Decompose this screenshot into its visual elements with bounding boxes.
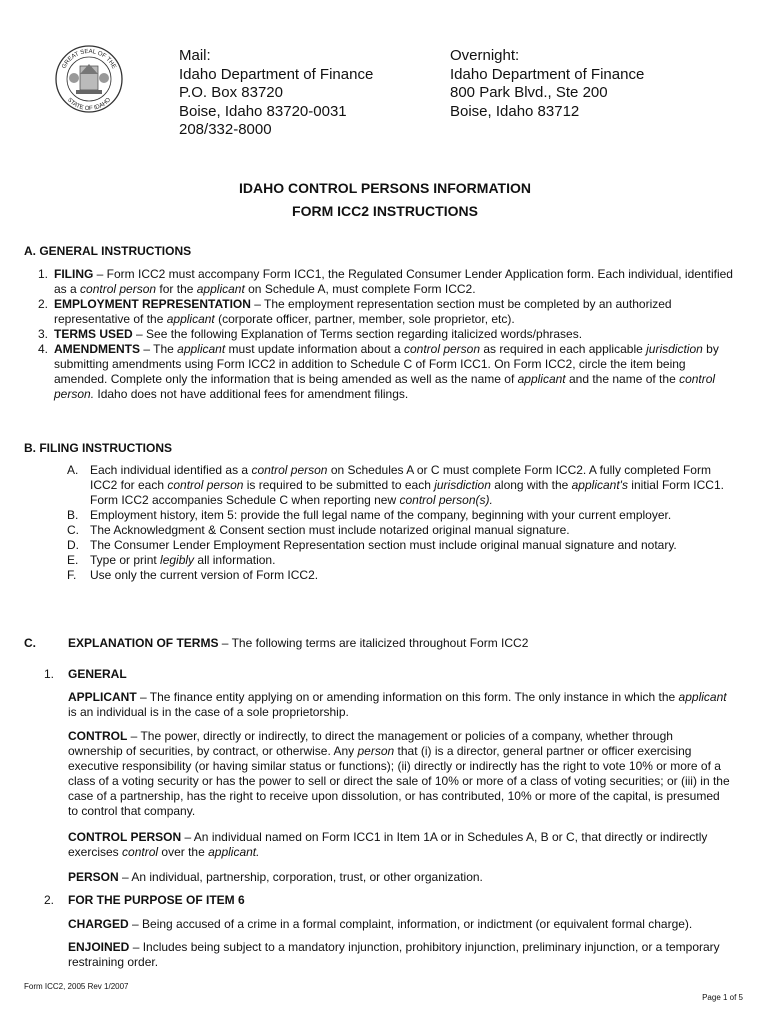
subsection-title: GENERAL <box>68 667 127 681</box>
item-letter: D. <box>67 538 79 552</box>
item-text: all information. <box>194 553 276 567</box>
section-a-heading: A. GENERAL INSTRUCTIONS <box>24 244 192 258</box>
overnight-line: Idaho Department of Finance <box>450 65 645 83</box>
italic-term: applicant <box>196 282 245 296</box>
item-number: 3. <box>37 327 48 341</box>
overnight-line: 800 Park Blvd., Ste 200 <box>450 84 608 101</box>
mail-phone: 208/332-8000 <box>179 121 272 138</box>
italic-term: applicant <box>177 342 226 356</box>
overnight-line: Boise, Idaho 83712 <box>450 102 580 120</box>
term-heading: APPLICANT <box>68 690 137 704</box>
mail-address-block <box>179 47 373 140</box>
italic-term: control person. <box>54 372 716 401</box>
mail-line: Idaho Department of Finance <box>179 65 374 83</box>
item-text: Idaho does not have additional fees for amendment filings. <box>94 387 409 401</box>
item-text: – Form ICC2 must accompany Form ICC1, the Regulated Consumer Lender Application form. Each individual, identified as a <box>54 267 733 296</box>
item-text: on Schedule A, must complete Form ICC2. <box>244 282 476 296</box>
subsection-title: FOR THE PURPOSE OF ITEM 6 <box>68 893 245 907</box>
item-text: The Consumer Lender Employment Representation section must include original manual signature and notary. <box>90 538 677 552</box>
item-letter: C. <box>67 523 79 537</box>
item-number: 4. <box>37 342 48 356</box>
seal-lettering-bottom: STATE OF IDAHO <box>65 97 113 113</box>
list-item <box>67 553 727 568</box>
list-item <box>67 463 727 508</box>
item-text: is required to be submitted to each <box>243 478 435 492</box>
item-letter: A. <box>67 463 79 477</box>
list-item <box>67 538 727 553</box>
italic-term: applicant <box>166 312 215 326</box>
italic-term: jurisdiction <box>434 478 491 492</box>
item-text: initial Form ICC1. Form ICC2 accompanies Schedule C when reporting new <box>90 478 724 507</box>
term-charged <box>68 917 738 932</box>
subsection-heading <box>68 667 127 682</box>
item-text: for the <box>156 282 197 296</box>
term-text: – The power, directly or indirectly, to direct the management or policies of a company, whether through ownership of securities, by contract, or otherwise. Any <box>68 729 673 758</box>
item-heading: AMENDMENTS <box>54 342 140 356</box>
italic-term: control person <box>167 478 244 492</box>
item-text: and the name of the <box>565 372 680 386</box>
italic-term: control person <box>251 463 328 477</box>
list-item <box>24 327 740 342</box>
section-heading: EXPLANATION OF TERMS <box>68 636 219 650</box>
item-letter: F. <box>67 568 77 582</box>
section-b-list <box>67 463 727 583</box>
term-text: that (i) is a director, general partner or officer exercising executive responsibility (or having similar status or functions); (ii) directly or indirectly has the right to vote 10% or more of a class of a voting security or has the power to sell or direct the sale of 10% or more of a class of voting securities; or (iii) in the case of a partnership, has the right to receive upon dissolution, or has contributed, 10% or more of the capital, is presumed to control that company. <box>68 744 730 818</box>
form-revision: Form ICC2, 2005 Rev 1/2007 <box>24 982 129 991</box>
italic-term: control person <box>403 342 481 356</box>
section-c-heading <box>68 636 728 651</box>
item-letter: B. <box>67 508 79 522</box>
overnight-address-block <box>450 47 644 121</box>
item-heading: EMPLOYMENT REPRESENTATION <box>54 297 251 311</box>
term-heading: CONTROL <box>68 729 128 743</box>
overnight-label: Overnight: <box>450 47 520 64</box>
item-text: as required in each applicable <box>480 342 647 356</box>
term-heading: ENJOINED <box>68 940 130 954</box>
term-text: – An individual named on Form ICC1 in Item 1A or in Schedules A, B or C, that directly or indirectly exercises <box>68 830 708 859</box>
item-text: by submitting amendments using Form ICC2 in addition to Schedule C of Form ICC1. On Form ICC2, circle the item being amended. Complete only the information that is being amended as well as the name of <box>54 342 719 386</box>
term-heading: CHARGED <box>68 917 129 931</box>
italic-term: jurisdiction <box>646 342 703 356</box>
seal-lettering-top: GREAT SEAL OF THE <box>61 48 117 70</box>
item-text: along with the <box>490 478 572 492</box>
section-a-list <box>24 267 740 402</box>
svg-text:STATE OF IDAHO <box>66 97 112 112</box>
italic-term: applicant <box>678 690 727 704</box>
item-text: on Schedules A or C must complete Form ICC2. A fully completed Form ICC2 for each <box>90 463 711 492</box>
item-text: Use only the current version of Form ICC2. <box>90 568 319 582</box>
mail-line: P.O. Box 83720 <box>179 84 283 101</box>
item-text: – The employment representation section must be completed by an authorized representative of the <box>54 297 672 326</box>
page-number: Page 1 of 5 <box>702 993 743 1002</box>
term-text: is an individual is in the case of a sole proprietorship. <box>68 705 349 719</box>
italic-term: applicant. <box>208 845 260 859</box>
page-subtitle: FORM ICC2 INSTRUCTIONS <box>292 203 478 219</box>
term-text: – Being accused of a crime in a formal complaint, information, or indictment (or equivalent formal charge). <box>128 917 693 931</box>
item-text: The Acknowledgment & Consent section must include notarized original manual signature. <box>90 523 570 537</box>
term-heading: CONTROL PERSON <box>68 830 182 844</box>
item-text: – See the following Explanation of Terms section regarding italicized words/phrases. <box>132 327 583 341</box>
term-control <box>68 729 730 819</box>
item-text: must update information about a <box>225 342 404 356</box>
item-number: 1. <box>37 267 48 281</box>
mail-label: Mail: <box>179 47 211 64</box>
item-text: Each individual identified as a <box>90 463 252 477</box>
mail-line: Boise, Idaho 83720-0031 <box>179 102 347 120</box>
page-title: IDAHO CONTROL PERSONS INFORMATION <box>239 180 531 196</box>
subsection-heading <box>68 893 245 908</box>
item-number: 2. <box>37 297 48 311</box>
term-text: over the <box>158 845 209 859</box>
item-heading: FILING <box>54 267 94 281</box>
italic-term: applicant <box>517 372 566 386</box>
subsection-number: 1. <box>44 667 55 681</box>
term-applicant <box>68 690 728 720</box>
term-control-person <box>68 830 728 860</box>
item-text: Type or print <box>90 553 161 567</box>
term-text: – An individual, partnership, corporation, trust, or other organization. <box>118 870 483 884</box>
term-text: – The finance entity applying on or amending information on this form. The only instance in which the <box>136 690 679 704</box>
section-b-heading: B. FILING INSTRUCTIONS <box>24 441 172 455</box>
item-text: – The <box>140 342 178 356</box>
term-person <box>68 870 728 885</box>
state-seal-icon <box>54 44 124 114</box>
item-text: Employment history, item 5: provide the full legal name of the company, beginning with your current employer. <box>90 508 672 522</box>
italic-term: control person(s). <box>399 493 493 507</box>
item-letter: E. <box>67 553 79 567</box>
list-item <box>24 342 740 402</box>
list-item <box>67 523 727 538</box>
italic-term: control <box>122 845 159 859</box>
item-heading: TERMS USED <box>54 327 133 341</box>
italic-term: legibly <box>160 553 195 567</box>
term-enjoined <box>68 940 728 970</box>
subsection-number: 2. <box>44 893 55 907</box>
item-text: (corporate officer, partner, member, sole proprietor, etc). <box>214 312 515 326</box>
term-heading: PERSON <box>68 870 119 884</box>
list-item <box>67 568 727 583</box>
section-letter: C. <box>24 636 36 650</box>
section-c-letter <box>24 636 36 651</box>
italic-term: person <box>357 744 395 758</box>
list-item <box>24 297 740 327</box>
list-item <box>67 508 727 523</box>
term-text: – Includes being subject to a mandatory injunction, prohibitory injunction, preliminary injunction, or a temporary restraining order. <box>68 940 720 969</box>
section-heading-text: – The following terms are italicized throughout Form ICC2 <box>218 636 529 650</box>
italic-term: applicant's <box>571 478 628 492</box>
list-item <box>24 267 740 297</box>
italic-term: control person <box>80 282 157 296</box>
